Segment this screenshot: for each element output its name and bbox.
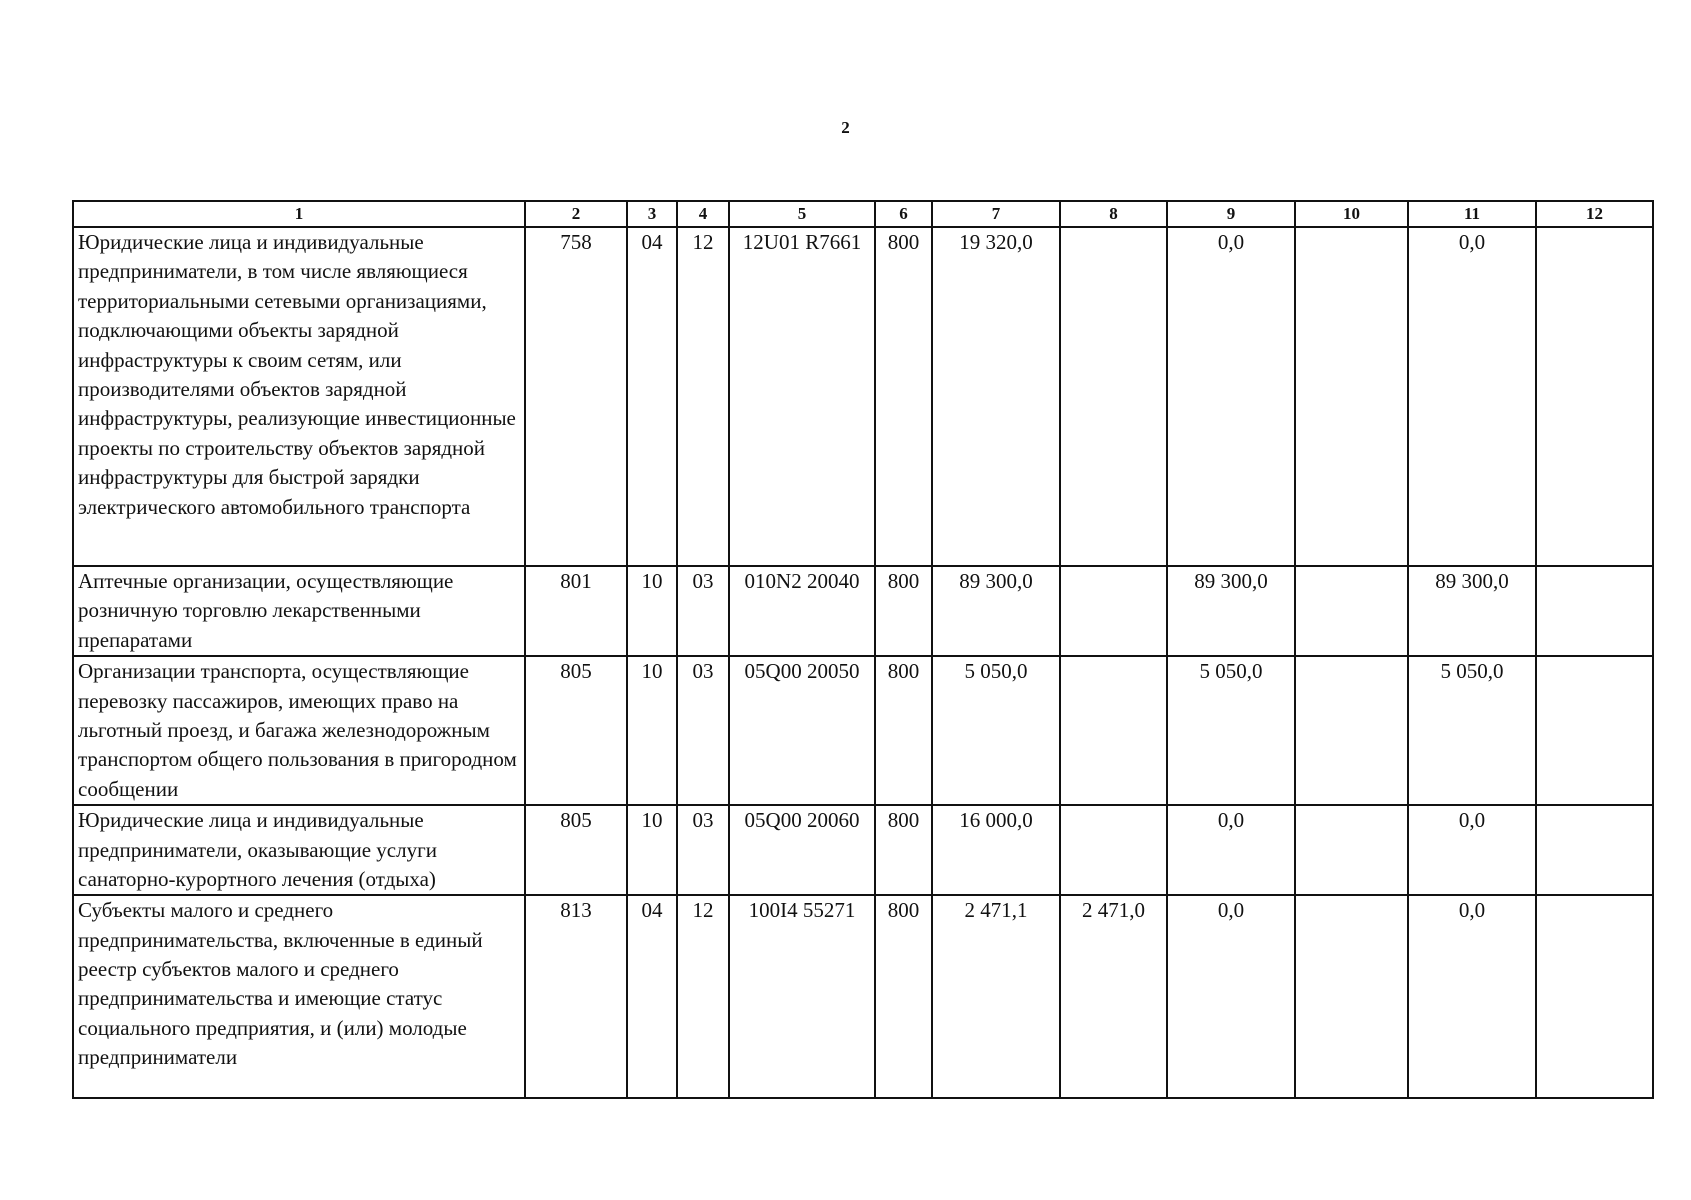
cell-col-2: 813 xyxy=(525,895,627,1098)
column-header: 5 xyxy=(729,201,875,227)
table-row xyxy=(73,805,1653,895)
cell-col-2: 805 xyxy=(525,656,627,805)
cell-col-8 xyxy=(1060,227,1167,566)
cell-col-7: 16 000,0 xyxy=(932,805,1060,895)
cell-col-12 xyxy=(1536,895,1653,1098)
table-row xyxy=(73,566,1653,656)
cell-col-3: 10 xyxy=(627,656,677,805)
column-header: 6 xyxy=(875,201,932,227)
cell-col-9: 0,0 xyxy=(1167,895,1295,1098)
cell-col-5: 010N2 20040 xyxy=(729,566,875,656)
cell-col-4: 12 xyxy=(677,227,729,566)
column-header: 10 xyxy=(1295,201,1408,227)
cell-col-9: 0,0 xyxy=(1167,805,1295,895)
cell-col-11: 89 300,0 xyxy=(1408,566,1536,656)
cell-col-5: 100I4 55271 xyxy=(729,895,875,1098)
cell-col-5: 05Q00 20060 xyxy=(729,805,875,895)
column-header: 8 xyxy=(1060,201,1167,227)
column-header: 1 xyxy=(73,201,525,227)
cell-col-5: 12U01 R7661 xyxy=(729,227,875,566)
cell-col-3: 04 xyxy=(627,895,677,1098)
cell-col-12 xyxy=(1536,805,1653,895)
column-header: 12 xyxy=(1536,201,1653,227)
cell-col-2: 758 xyxy=(525,227,627,566)
cell-col-8 xyxy=(1060,805,1167,895)
cell-col-2: 805 xyxy=(525,805,627,895)
column-header: 4 xyxy=(677,201,729,227)
cell-col-4: 12 xyxy=(677,895,729,1098)
cell-col-11: 5 050,0 xyxy=(1408,656,1536,805)
cell-col-5: 05Q00 20050 xyxy=(729,656,875,805)
cell-col-8 xyxy=(1060,566,1167,656)
cell-col-4: 03 xyxy=(677,656,729,805)
cell-col-6: 800 xyxy=(875,895,932,1098)
cell-col-6: 800 xyxy=(875,805,932,895)
cell-col-6: 800 xyxy=(875,566,932,656)
cell-col-12 xyxy=(1536,227,1653,566)
table-row xyxy=(73,656,1653,805)
recipient-name: Субъекты малого и среднего предпринимательства, включенные в единый реестр субъектов малого и среднего предпринимательства и имеющие статус социального предприятия, и (или) молодые предприниматели xyxy=(73,895,525,1098)
cell-col-10 xyxy=(1295,227,1408,566)
cell-col-11: 0,0 xyxy=(1408,805,1536,895)
cell-col-9: 5 050,0 xyxy=(1167,656,1295,805)
cell-col-10 xyxy=(1295,895,1408,1098)
header-row xyxy=(73,201,1653,227)
cell-col-11: 0,0 xyxy=(1408,227,1536,566)
cell-col-3: 10 xyxy=(627,566,677,656)
cell-col-6: 800 xyxy=(875,656,932,805)
column-header: 11 xyxy=(1408,201,1536,227)
cell-col-2: 801 xyxy=(525,566,627,656)
page-number: 2 xyxy=(841,118,850,137)
cell-col-10 xyxy=(1295,805,1408,895)
table-row xyxy=(73,227,1653,566)
recipient-name: Аптечные организации, осуществляющие розничную торговлю лекарственными препаратами xyxy=(73,566,525,656)
recipient-name: Юридические лица и индивидуальные предприниматели, в том числе являющиеся территориальными сетевыми организациями, подключающими объекты зарядной инфраструктуры к своим сетям, или производителями объектов зарядной инфраструктуры, реализующие инвестиционные проекты по строительству объектов зарядной инфраструктуры для быстрой зарядки электрического автомобильного транспорта xyxy=(73,227,525,566)
cell-col-12 xyxy=(1536,656,1653,805)
recipient-name: Юридические лица и индивидуальные предприниматели, оказывающие услуги санаторно-курортного лечения (отдыха) xyxy=(73,805,525,895)
cell-col-8: 2 471,0 xyxy=(1060,895,1167,1098)
cell-col-4: 03 xyxy=(677,805,729,895)
cell-col-7: 5 050,0 xyxy=(932,656,1060,805)
recipient-name: Организации транспорта, осуществляющие перевозку пассажиров, имеющих право на льготный проезд, и багажа железнодорожным транспортом общего пользования в пригородном сообщении xyxy=(73,656,525,805)
cell-col-8 xyxy=(1060,656,1167,805)
column-header: 3 xyxy=(627,201,677,227)
cell-col-11: 0,0 xyxy=(1408,895,1536,1098)
cell-col-3: 04 xyxy=(627,227,677,566)
cell-col-4: 03 xyxy=(677,566,729,656)
cell-col-9: 89 300,0 xyxy=(1167,566,1295,656)
cell-col-6: 800 xyxy=(875,227,932,566)
cell-col-7: 89 300,0 xyxy=(932,566,1060,656)
cell-col-10 xyxy=(1295,566,1408,656)
cell-col-12 xyxy=(1536,566,1653,656)
cell-col-9: 0,0 xyxy=(1167,227,1295,566)
cell-col-7: 19 320,0 xyxy=(932,227,1060,566)
column-header: 2 xyxy=(525,201,627,227)
cell-col-10 xyxy=(1295,656,1408,805)
budget-table xyxy=(72,200,1654,1099)
table-row xyxy=(73,895,1653,1098)
cell-col-7: 2 471,1 xyxy=(932,895,1060,1098)
column-header: 7 xyxy=(932,201,1060,227)
cell-col-3: 10 xyxy=(627,805,677,895)
column-header: 9 xyxy=(1167,201,1295,227)
